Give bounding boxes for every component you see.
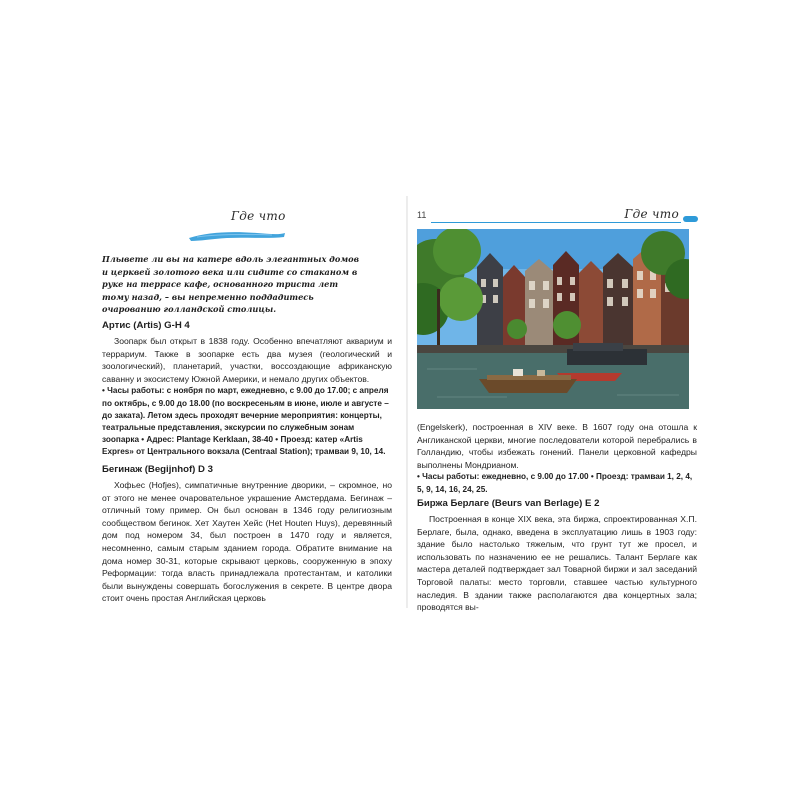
brush-stroke-decoration (187, 229, 287, 243)
canal-photo (417, 229, 689, 409)
entry-artis (102, 320, 392, 459)
entry-body: Построенная в конце XIX века, эта биржа, спроектированная Х.П. Берлаге, была, однако, введена в эксплуатацию лишь в 1903 году: здание было настолько тяжелым, что грунт тут же просел, и использовать по назначению ее не решались. Талант Берлаге как мастера деталей подтверждает зал Товарной биржи и зал заседаний Торговой палаты: место торговли, ставшее частью культурного наследия. В здании также располагаются два концертных зала; проводятся вы- (417, 514, 697, 613)
entry-title: Бегинаж (Begijnhof) D 3 (102, 464, 213, 475)
entry-title: Артис (Artis) G-H 4 (102, 320, 190, 331)
left-page (102, 196, 396, 608)
running-head-right: Где что (624, 207, 679, 221)
entry-info: • Часы работы: с ноября по март, ежедневно, с 9.00 до 17.00; с апреля по октябрь, с 9.00 до 18.00 (по воскресеньям в июне, июле и августе – до заката). Летом здесь проходят вечерние мероприятия: концерты, театральные представления, экскурсии по служебным зонам зоопарка • Адрес: Plantage Kerklaan, 38-40 • Проезд: катер «Artis Expres» от Центрального вокзала (Centraal Station); трамваи 9, 10, 14. (102, 386, 389, 457)
entry-begijnhof (102, 464, 392, 605)
entry-title: Биржа Берлаге (Beurs van Berlage) E 2 (417, 498, 600, 509)
continuation-info: • Часы работы: ежедневно, с 9.00 до 17.00 • Проезд: трамваи 1, 2, 4, 5, 9, 14, 16, 24, 25. (417, 472, 693, 494)
running-head-left: Где что (231, 209, 286, 223)
continuation-text: (Engelskerk), построенная в XIV веке. В 1607 году она отошла к Англиканской церкви, многие последователи которой перебрались в Голландию, чтобы избежать гонений. Панели церковной кафедры выполнены Мондрианом. (417, 422, 697, 470)
entry-beurs-van-berlage (417, 498, 697, 614)
intro-paragraph: Плывете ли вы на катере вдоль элегантных домов и церквей золотого века или сидите со стаканом в руке на террасе кафе, основанного триста лет тому назад, – вы непременно поддадитесь очарованию голландской столицы. (102, 254, 359, 314)
right-page (417, 196, 698, 613)
entry-begijnhof-continued (417, 421, 697, 496)
page-number: 11 (417, 210, 427, 220)
header-accent-tab (683, 216, 698, 222)
header-rule (431, 222, 681, 223)
page-fold (406, 196, 408, 608)
entry-body: Хофьес (Hofjes), симпатичные внутренние дворики, – скромное, но от этого не менее очаровательное украшение Амстердама. Бегинаж – отличный тому пример. Он был основан в 1346 году религиозным сообществом бегинок. Хет Хаутен Хейс (Het Houten Huys), деревянный дом под номером 34, был построен в 1470 году и является, несомненно, самым старым зданием города. Обратите внимание на дома номер 30-31, которые скрывают церковь, сооруженную в эпоху Реформации: тогда власть принадлежала протестантам, и католики были вынуждены совершать богослужения в секрете. В центре двора стоит очень простая Английская церковь (102, 480, 392, 604)
entry-body: Зоопарк был открыт в 1838 году. Особенно впечатляют аквариум и террариум. Также в зоопарке есть два музея (геологический и зоологический), планетарий, участки, воссоздающие африканскую саванну и экосистему Южной Америки, и немало других объектов. (102, 336, 392, 384)
book-spread (102, 196, 698, 613)
